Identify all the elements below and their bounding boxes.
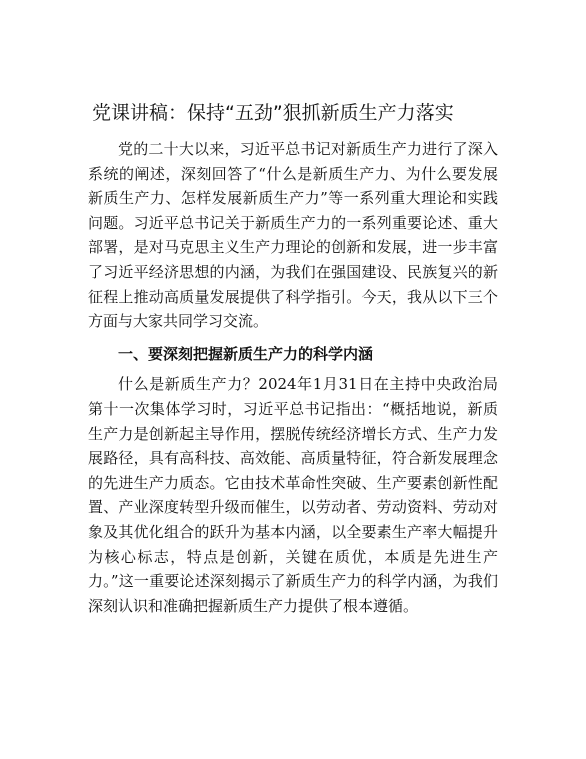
document-title: 党课讲稿：保持“五劲”狠抓新质生产力落实 bbox=[92, 102, 454, 124]
section-heading-1: 一、要深刻把握新质生产力的科学内涵 bbox=[118, 344, 374, 363]
document-body bbox=[88, 137, 498, 618]
paragraph-spacer bbox=[88, 334, 498, 340]
intro-paragraph: 党的二十大以来，习近平总书记对新质生产力进行了深入系统的阐述，深刻回答了“什么是新质生产力、为什么要发展新质生产力、怎样发展新质生产力”等一系列重大理论和实践问题。习近平总书记关于新质生产力的一系列重要论述、重大部署，是对马克思主义生产力理论的创新和发展，进一步丰富了习近平经济思想的内涵，为我们在强国建设、民族复兴的新征程上推动高质量发展提供了科学指引。今天，我从以下三个方面与大家共同学习交流。 bbox=[88, 140, 498, 331]
section-1-paragraph: 什么是新质生产力？2024年1月31日在主持中央政治局第十一次集体学习时，习近平总书记指出：“概括地说，新质生产力是创新起主导作用，摆脱传统经济增长方式、生产力发展路径，具有高科技、高效能、高质量特征，符合新发展理念的先进生产力质态。它由技术革命性突破、生产要素创新性配置、产业深度转型升级而催生，以劳动者、劳动资料、劳动对象及其优化组合的跃升为基本内涵，以全要素生产率大幅提升为核心标志，特点是创新，关键在质优，本质是先进生产力。”这一重要论述深刻揭示了新质生产力的科学内涵，为我们深刻认识和准确把握新质生产力提供了根本遵循。 bbox=[88, 375, 498, 615]
